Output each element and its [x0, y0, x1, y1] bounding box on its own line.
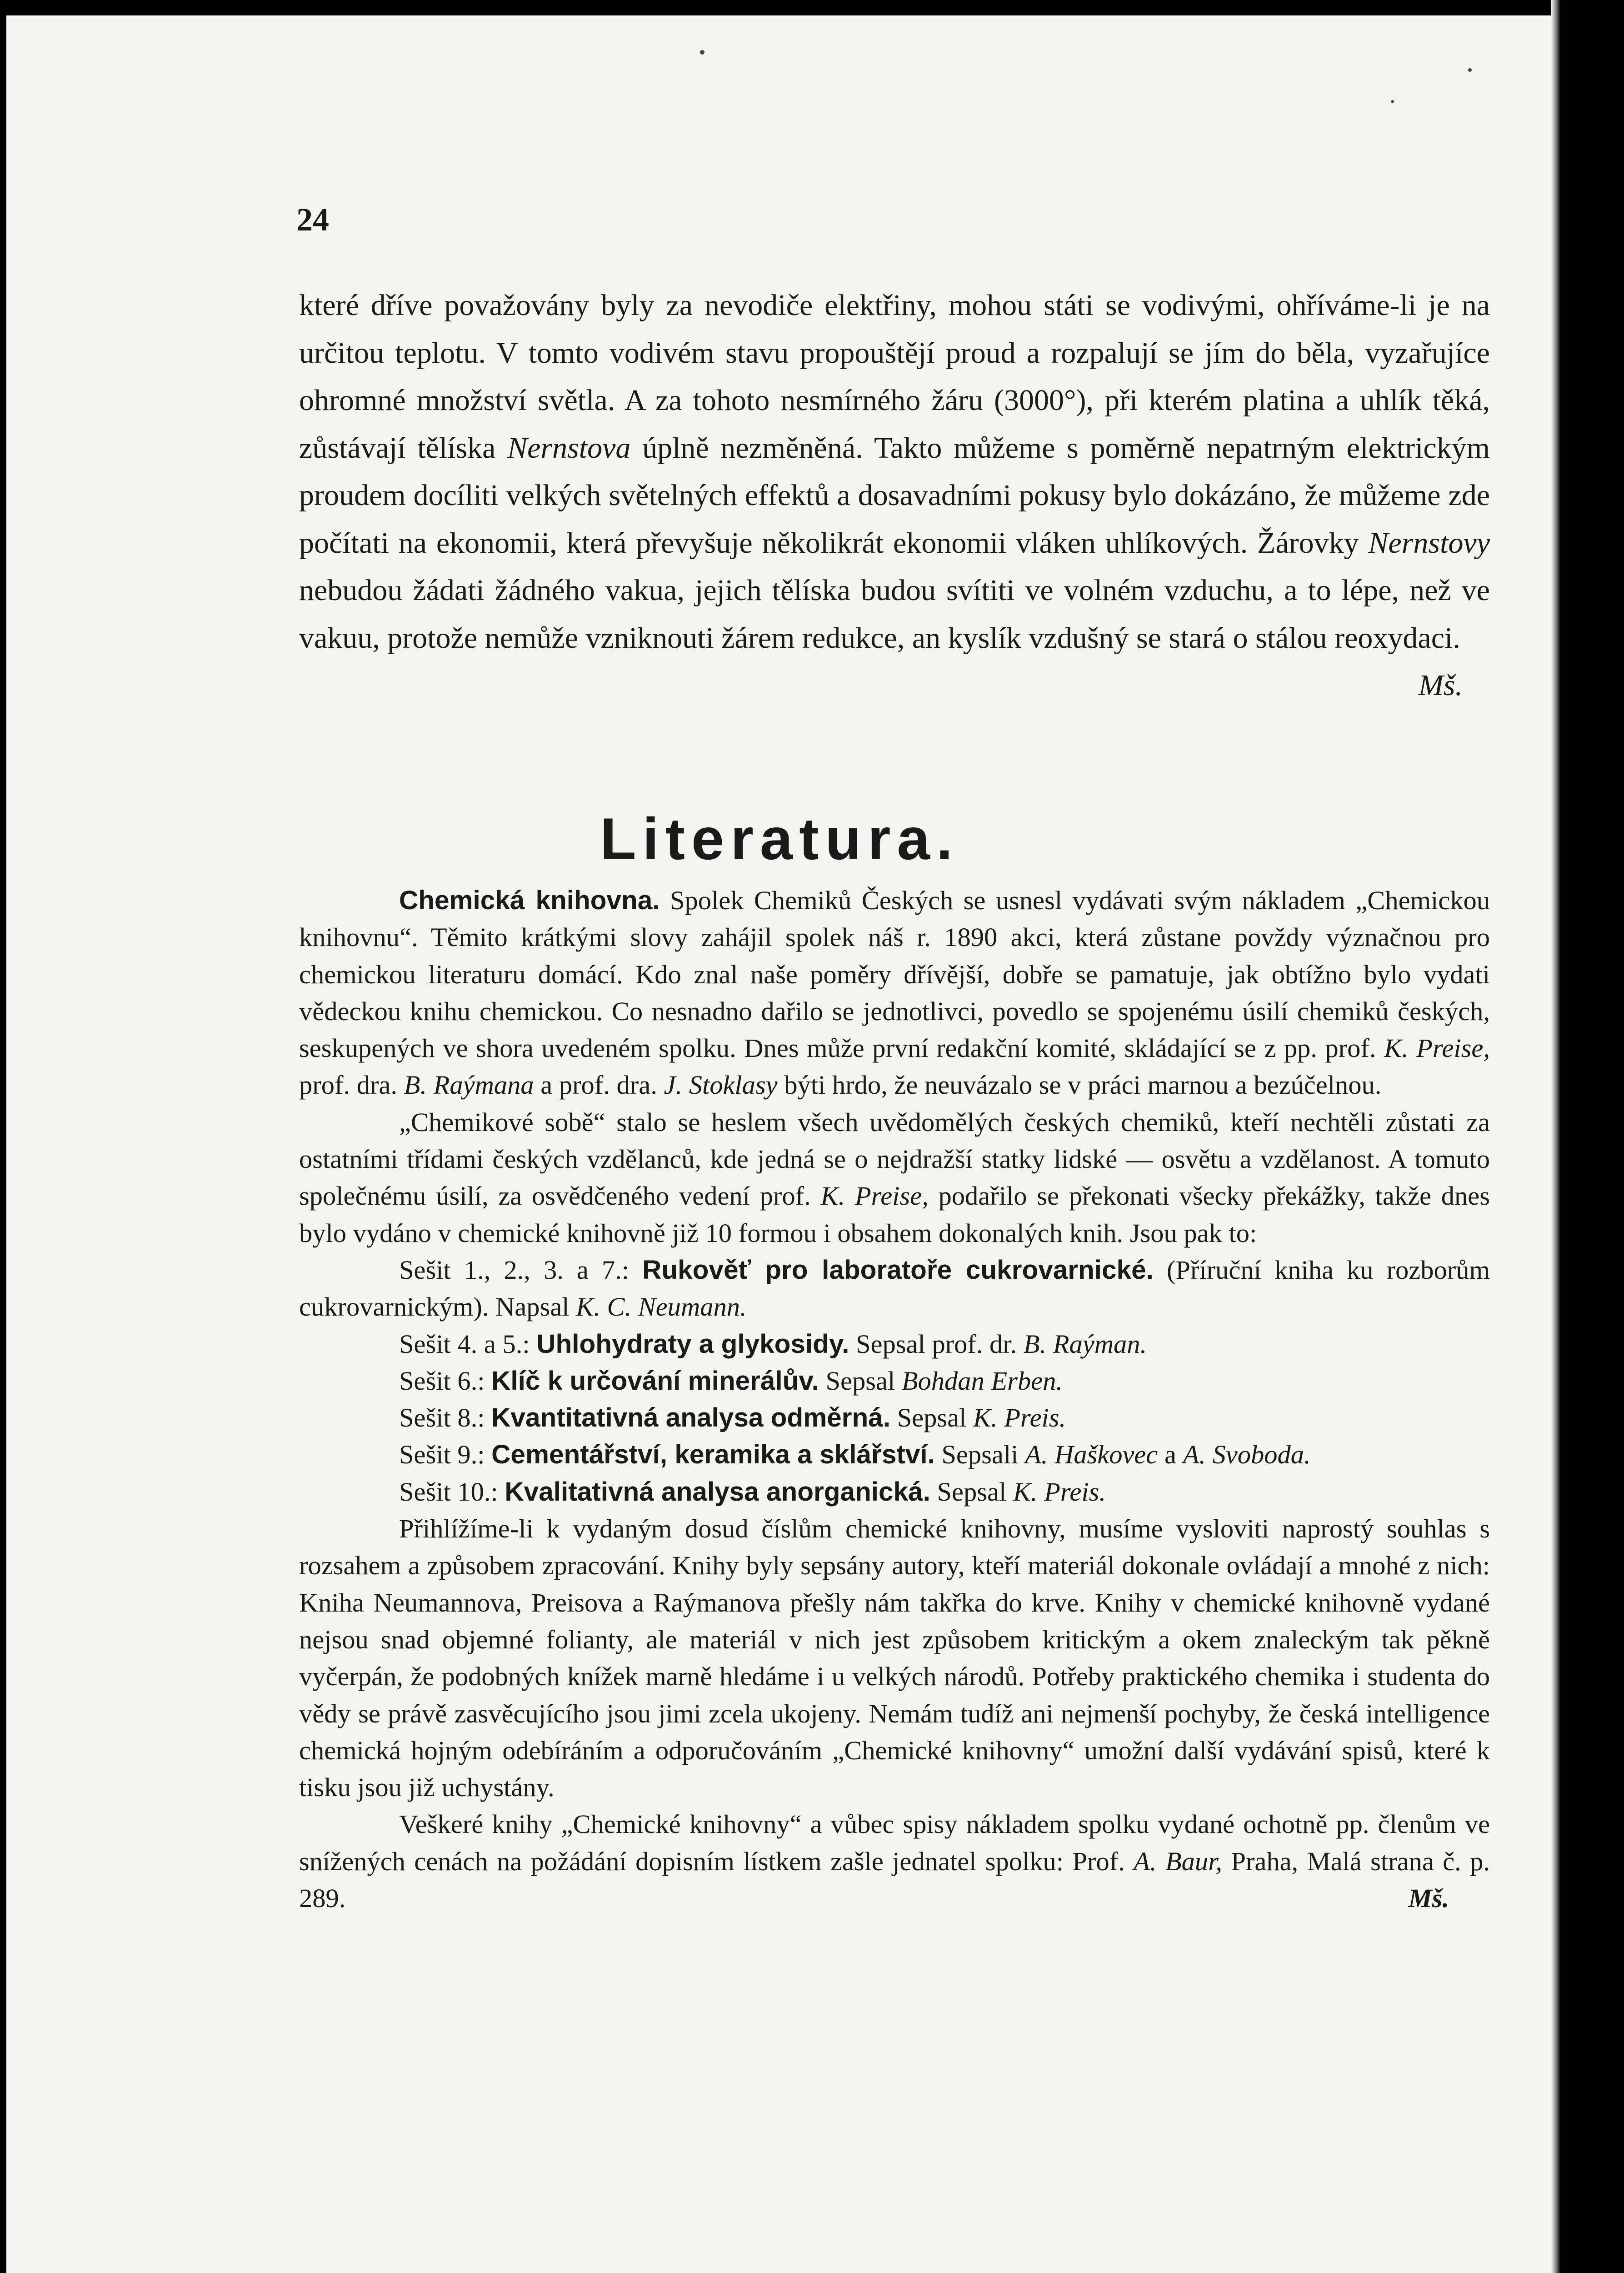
person-name: K. Preise,	[1384, 1033, 1490, 1063]
book-title: Kvalitativná analysa anorganická.	[505, 1477, 930, 1507]
article-text	[299, 282, 1490, 710]
book-title: Rukověť pro laboratoře cukrovarnické.	[642, 1255, 1154, 1285]
book-entry: Sešit 4. a 5.: Uhlohydraty a glykosidy. Sepsal prof. dr. B. Raýman.	[399, 1329, 1147, 1359]
book-entry: Sešit 6.: Klíč k určování minerálův. Sepsal Bohdan Erben.	[399, 1366, 1063, 1396]
literatura-section	[299, 882, 1490, 1917]
literatura-paragraph: Veškeré knihy „Chemické knihovny“ a vůbec spisy nákladem spolku vydané ochotně pp. členům ve snížených cenách na požádání dopisním lístkem zašle jednatel spolku: Prof. A. Baur, Praha, Malá strana č. p. 289. Mš.	[299, 1806, 1490, 1917]
person-name: J. Stoklasy	[664, 1070, 778, 1100]
book-title: Uhlohydraty a glykosidy.	[536, 1329, 849, 1359]
book-author: K. Preis.	[1013, 1477, 1106, 1507]
scan-border-right-fade	[1551, 0, 1560, 2273]
person-name: A. Baur,	[1134, 1846, 1222, 1876]
scan-speck	[1468, 68, 1472, 72]
book-title: Kvantitativná analysa odměrná.	[491, 1403, 890, 1433]
scan-border-left	[0, 0, 6, 2273]
scan-speck	[700, 50, 705, 55]
book-entry: Sešit 1., 2., 3. a 7.: Rukověť pro laboratoře cukrovarnické. (Příruční kniha ku rozborům cukrovarnickým). Napsal K. C. Neumann.	[299, 1255, 1490, 1322]
book-author: A. Haškovec	[1025, 1440, 1158, 1470]
literatura-paragraph: „Chemikové sobě“ stalo se heslem všech uvědomělých českých chemiků, kteří nechtěli zůstati za ostatními třídami českých vzdělanců, kde jedná se o nejdražší statky lidské — osvětu a vzdělanost. A tomuto společnému úsilí, za osvědčeného vedení prof. K. Preise, podařilo se překonati všecky překážky, takže dnes bylo vydáno v chemické knihovně již 10 formou i obsahem dokonalých knih. Jsou pak to:	[299, 1107, 1490, 1248]
book-author: Bohdan Erben.	[901, 1366, 1063, 1396]
book-author: K. Preis.	[973, 1403, 1066, 1433]
article-signature: Mš.	[1418, 669, 1463, 702]
person-name: B. Raýmana	[404, 1070, 534, 1100]
book-title: Klíč k určování minerálův.	[491, 1366, 819, 1396]
section-heading: Literatura.	[600, 806, 959, 872]
book-entry: Sešit 9.: Cementářství, keramika a sklářství. Sepsali A. Haškovec a A. Svoboda.	[399, 1440, 1311, 1470]
paragraph-title: Chemická knihovna.	[399, 886, 660, 915]
scan-border-right	[1560, 0, 1624, 2273]
book-author: K. C. Neumann.	[576, 1292, 747, 1322]
scan-border-top	[0, 0, 1624, 15]
book-author: A. Svoboda.	[1183, 1440, 1311, 1470]
literatura-paragraph: Přihlížíme-li k vydaným dosud číslům chemické knihovny, musíme vysloviti naprostý souhlas s rozsahem a způsobem zpracování. Knihy byly sepsány autory, kteří materiál dokonale ovládají a mnohé z nich: Kniha Neumannova, Preisova a Raýmanova přešly nám takřka do krve. Knihy v chemické knihovně vydané nejsou snad objemné folianty, ale materiál v nich jest způsobem kritickým a okem znaleckým tak pěkně vyčerpán, že podobných knížek marně hledáme i u velkých národů. Potřeby praktického chemika i studenta do vědy se právě zasvěcujícího jsou jimi zcela ukojeny. Nemám tudíž ani nejmenší pochyby, že česká intelligence chemická hojným odebíráním a odporučováním „Chemické knihovny“ umožní další vydávání spisů, které k tisku jsou již uchystány.	[299, 1514, 1490, 1802]
person-name: Nernstova	[507, 431, 631, 465]
literatura-paragraph: Chemická knihovna. Spolek Chemiků Českých se usnesl vydávati svým nákladem „Chemickou knihovnu“. Těmito krátkými slovy zahájil spolek náš r. 1890 akci, která zůstane povždy význačnou pro chemickou literaturu domácí. Kdo znal naše poměry dřívější, dobře se pamatuje, jak obtížno bylo vydati vědeckou knihu chemickou. Co nesnadno dařilo se jednotlivci, povedlo se spojenému úsilí chemiků českých, seskupených ve shora uvedeném spolku. Dnes může první redakční komité, skládající se z pp. prof. K. Preise, prof. dra. B. Raýmana a prof. dra. J. Stoklasy býti hrdo, že neuvázalo se v práci marnou a bezúčelnou.	[299, 886, 1490, 1100]
book-title: Cementářství, keramika a sklářství.	[491, 1440, 935, 1470]
book-entry: Sešit 8.: Kvantitativná analysa odměrná. Sepsal K. Preis.	[399, 1403, 1066, 1433]
book-entry: Sešit 10.: Kvalitativná analysa anorganická. Sepsal K. Preis.	[399, 1477, 1106, 1507]
literatura-signature: Mš.	[1408, 1883, 1449, 1913]
page-number: 24	[296, 201, 329, 238]
book-author: B. Raýman.	[1023, 1329, 1147, 1359]
person-name: K. Preise,	[820, 1181, 929, 1211]
person-name: Nernstovy	[1368, 526, 1490, 560]
article-paragraph: které dříve považovány byly za nevodiče elektřiny, mohou státi se vodivými, ohříváme-li je na určitou teplotu. V tomto vodivém stavu propouštějí proud a rozpalují se jím do běla, vyzařujíce ohromné množství světla. A za tohoto nesmírného žáru (3000°), při kterém platina a uhlík těká, zůstávají tělíska Nernstova úplně nezměněná. Takto můžeme s poměrně nepatrným elektrickým proudem docíliti velkých světelných effektů a dosavadními pokusy bylo dokázáno, že můžeme zde počítati na ekonomii, která převyšuje několikrát ekonomii vláken uhlíkových. Žárovky Nernstovy nebudou žádati žádného vakua, jejich tělíska budou svítiti ve volném vzduchu, a to lépe, než ve vakuu, protože nemůže vzniknouti žárem redukce, an kyslík vzdušný se stará o stálou reoxydaci. Mš.	[299, 282, 1490, 662]
scan-speck	[1391, 100, 1394, 103]
